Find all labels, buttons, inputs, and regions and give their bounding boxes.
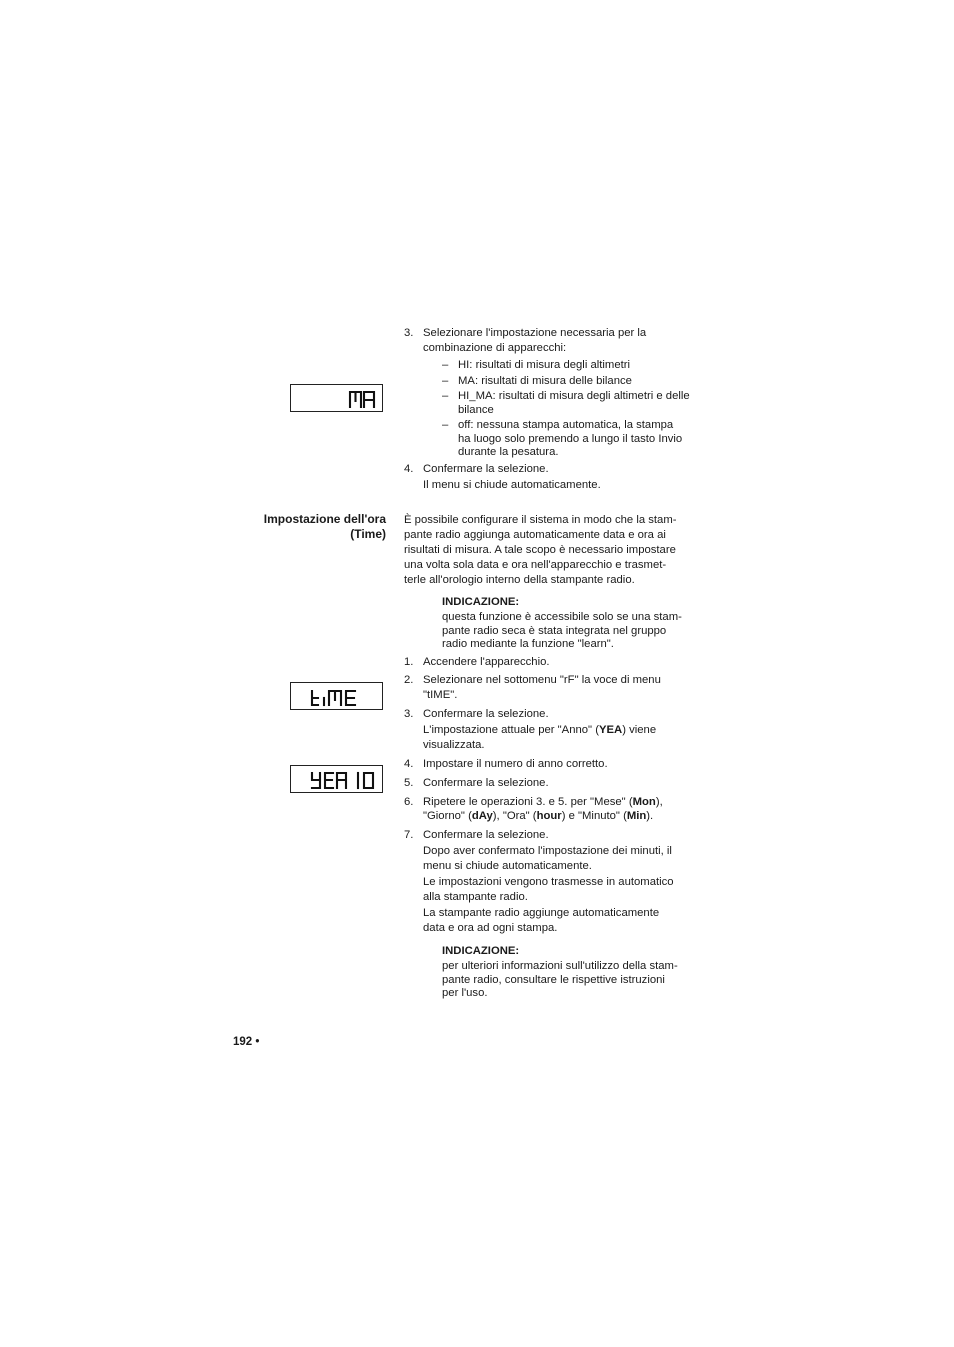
list-item: off: nessuna stampa automatica, la stampa [458,419,674,431]
step-text: Confermare la selezione. [423,463,549,475]
step-result: Dopo aver confermato l'impostazione dei minuti, il [423,845,672,857]
paragraph-line: una volta sola data e ora nell'apparecchio e trasmet- [404,559,667,571]
text-run: "Giorno" ( [423,810,472,822]
step-text: Selezionare l'impostazione necessaria per la [423,327,647,339]
note-line: pante radio seca è stata integrata nel gruppo [442,625,667,637]
step-result [423,723,693,738]
lcd-segments [291,385,384,413]
list-dash: – [442,419,449,431]
display-code: Min [626,810,647,822]
text-run: ), "Ora" ( [492,810,537,822]
step-text: Confermare la selezione. [423,708,549,720]
step-text: Confermare la selezione. [423,829,549,841]
display-code: Mon [632,796,656,808]
lcd-segments [291,766,384,794]
paragraph-line: risultati di misura. A tale scopo è necessario impostare [404,544,676,556]
note-line: questa funzione è accessibile solo se una stam- [442,611,682,623]
page-number: 192 • [233,1036,260,1048]
note-line: radio mediante la funzione "learn". [442,638,614,650]
step-text: Impostare il numero di anno corretto. [423,758,608,770]
step-result: Le impostazioni vengono trasmesse in automatico [423,876,674,888]
list-dash: – [442,375,449,387]
list-item: ha luogo solo premendo a lungo il tasto Invio [458,433,683,445]
section-heading-sub: (Time) [350,527,386,541]
text-run: ) e "Minuto" ( [561,810,627,822]
text-run: Ripetere le operazioni 3. e 5. per "Mese" ( [423,796,633,808]
step-number: 7. [404,829,414,841]
step-text: "tIME". [423,689,458,701]
list-item: HI: risultati di misura degli altimetri [458,359,631,371]
step-text [423,795,693,810]
section-heading: Impostazione dell'ora [263,512,386,526]
step-result: visualizzata. [423,739,485,751]
step-number: 4. [404,758,414,770]
step-result: alla stampante radio. [423,891,528,903]
lcd-display-year [290,765,383,793]
text-run: ) viene [622,724,657,736]
text-run: ), [655,796,663,808]
note-line: pante radio, consultare le rispettive istruzioni [442,974,665,986]
step-text: Accendere l'apparecchio. [423,656,550,668]
step-number: 3. [404,327,414,339]
list-item: bilance [458,404,494,416]
list-dash: – [442,390,449,402]
list-dash: – [442,359,449,371]
step-text: combinazione di apparecchi: [423,342,567,354]
step-result: menu si chiude automaticamente. [423,860,592,872]
list-item: MA: risultati di misura delle bilance [458,375,632,387]
step-text: Selezionare nel sottomenu "rF" la voce di menu [423,674,661,686]
step-result: data e ora ad ogni stampa. [423,922,558,934]
list-item: HI_MA: risultati di misura degli altimetri e delle [458,390,690,402]
text-run: ). [646,810,654,822]
step-text [423,809,693,824]
lcd-display-ma [290,384,383,412]
display-code: hour [536,810,562,822]
paragraph-line: terle all'orologio interno della stampante radio. [404,574,635,586]
paragraph-line: pante radio aggiunga automaticamente data e ora ai [404,529,666,541]
step-number: 6. [404,796,414,808]
step-number: 2. [404,674,414,686]
list-item: durante la pesatura. [458,446,559,458]
step-number: 5. [404,777,414,789]
note-line: per l'uso. [442,987,488,999]
step-number: 1. [404,656,414,668]
note-title: INDICAZIONE: [442,596,520,608]
step-text: Confermare la selezione. [423,777,549,789]
step-number: 4. [404,463,414,475]
text-run: L'impostazione attuale per "Anno" ( [423,724,599,736]
lcd-segments [291,683,384,711]
step-result: Il menu si chiude automaticamente. [423,479,601,491]
note-line: per ulteriori informazioni sull'utilizzo della stam- [442,960,678,972]
display-code: dAy [471,810,493,822]
display-code: YEA [598,724,623,736]
lcd-display-time [290,682,383,710]
note-title: INDICAZIONE: [442,945,520,957]
step-number: 3. [404,708,414,720]
step-result: La stampante radio aggiunge automaticamente [423,907,660,919]
paragraph-line: È possibile configurare il sistema in modo che la stam- [404,514,677,526]
